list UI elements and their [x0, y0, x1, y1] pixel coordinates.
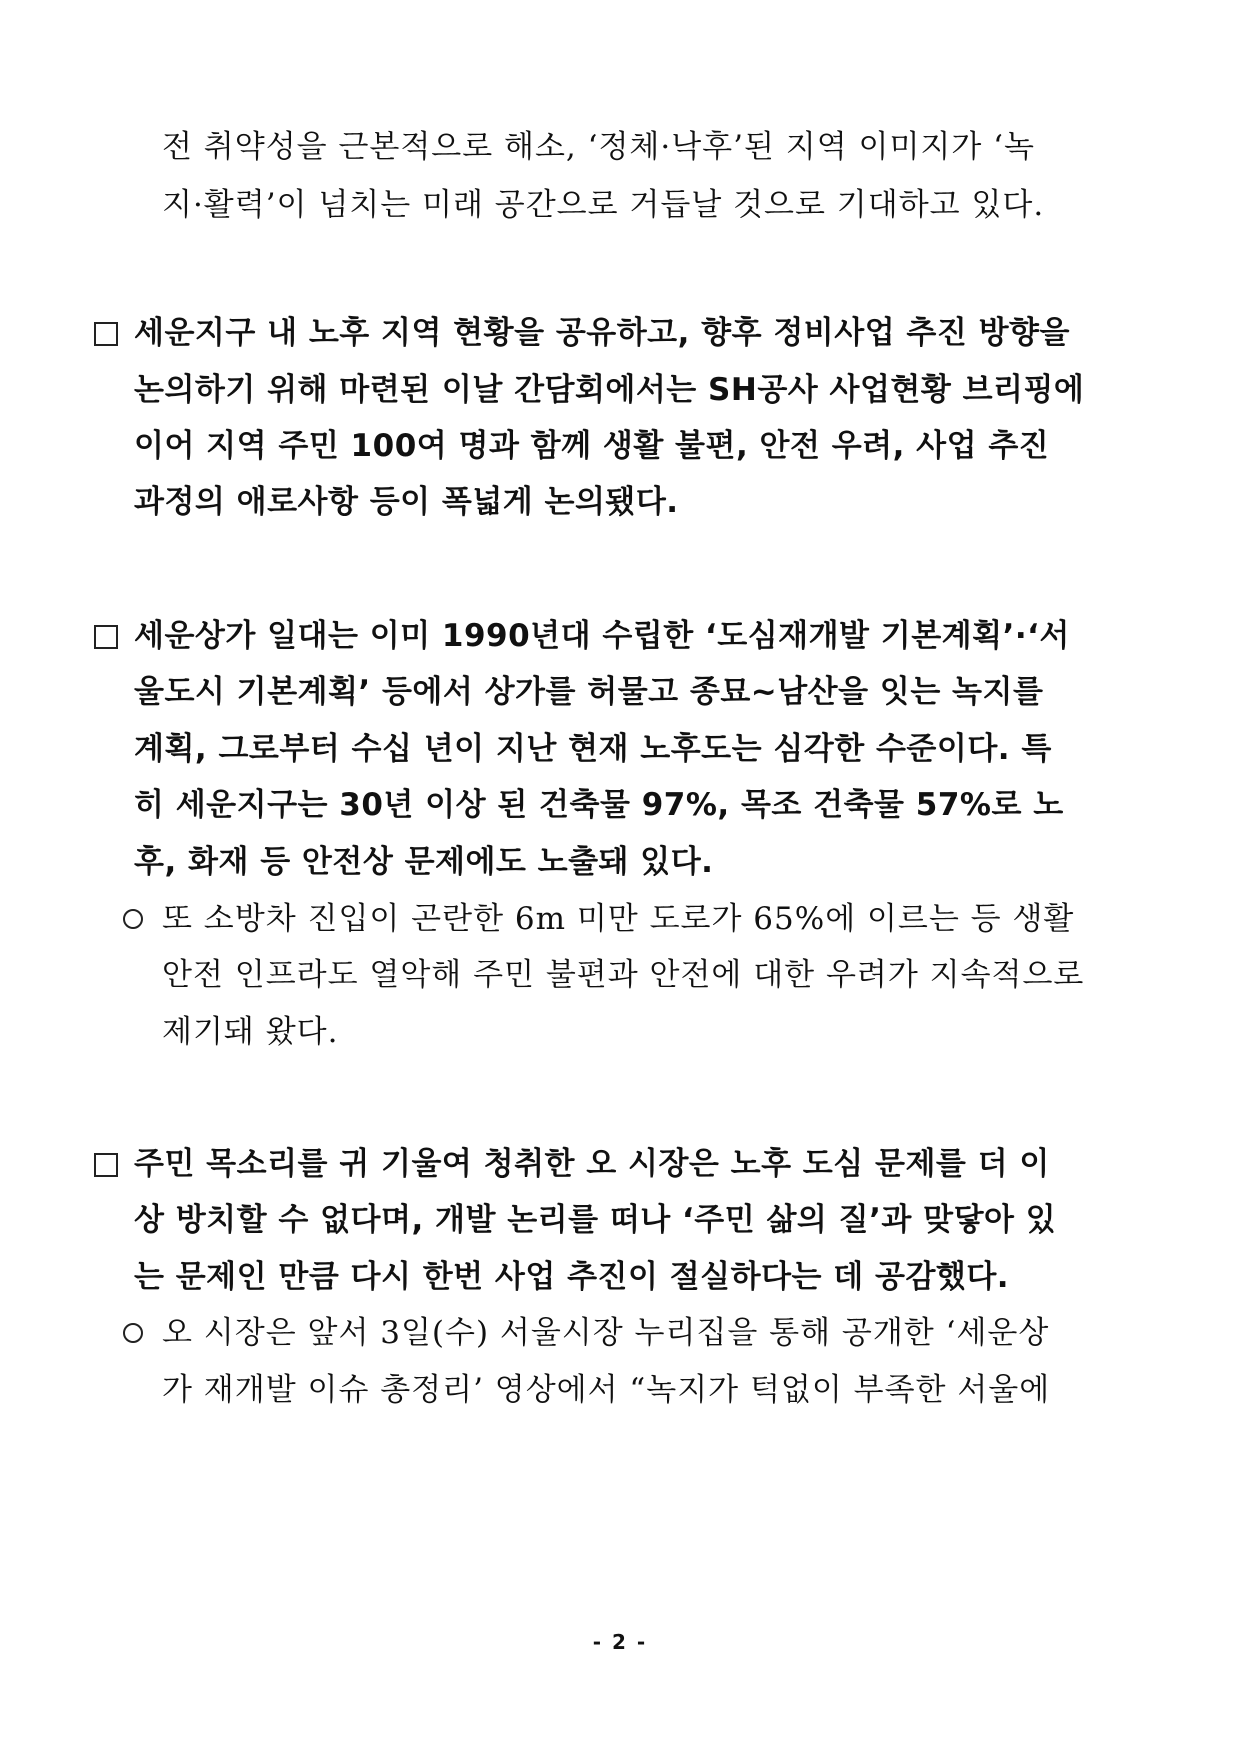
text-line: 이어 지역 주민 100여 명과 함께 생활 불편, 안전 우려, 사업 추진: [134, 428, 1050, 464]
text-line: 히 세운지구는 30년 이상 된 건축물 97%, 목조 건축물 57%로 노: [134, 787, 1064, 823]
text-line: 가 재개발 이슈 총정리’ 영상에서 “녹지가 턱없이 부족한 서울에: [162, 1372, 1051, 1408]
circle-bullet-icon: [123, 909, 143, 929]
text-line: 계획, 그로부터 수십 년이 지난 현재 노후도는 심각한 수준이다. 특: [134, 731, 1052, 767]
text-line: 지·활력’이 넘치는 미래 공간으로 거듭날 것으로 기대하고 있다.: [162, 187, 1045, 223]
square-bullet-icon: [94, 625, 118, 649]
text-line: 논의하기 위해 마련된 이날 간담회에서는 SH공사 사업현황 브리핑에: [134, 372, 1085, 408]
text-line: 제기돼 왔다.: [162, 1014, 339, 1050]
text-line: 상 방치할 수 없다며, 개발 논리를 떠나 ‘주민 삶의 질’과 맞닿아 있: [134, 1202, 1057, 1238]
square-bullet-icon: [94, 1153, 118, 1177]
page-number: - 2 -: [592, 1630, 648, 1654]
text-line: 안전 인프라도 열악해 주민 불편과 안전에 대한 우려가 지속적으로: [162, 957, 1085, 993]
text-line: 세운지구 내 노후 지역 현황을 공유하고, 향후 정비사업 추진 방향을: [134, 315, 1070, 351]
text-line: 후, 화재 등 안전상 문제에도 노출돼 있다.: [134, 844, 714, 880]
text-line: 는 문제인 만큼 다시 한번 사업 추진이 절실하다는 데 공감했다.: [134, 1259, 1010, 1295]
text-line: 또 소방차 진입이 곤란한 6m 미만 도로가 65%에 이르는 등 생활: [162, 901, 1075, 937]
text-line: 주민 목소리를 귀 기울여 청취한 오 시장은 노후 도심 문제를 더 이: [134, 1146, 1050, 1182]
text-line: 전 취약성을 근본적으로 해소, ‘정체·낙후’된 지역 이미지가 ‘녹: [162, 129, 1035, 165]
square-bullet-icon: [94, 322, 118, 346]
text-line: 세운상가 일대는 이미 1990년대 수립한 ‘도심재개발 기본계획’·‘서: [134, 618, 1070, 654]
text-line: 과정의 애로사항 등이 폭넓게 논의됐다.: [134, 484, 679, 520]
circle-bullet-icon: [123, 1323, 143, 1343]
text-line: 오 시장은 앞서 3일(수) 서울시장 누리집을 통해 공개한 ‘세운상: [162, 1315, 1050, 1351]
text-line: 울도시 기본계획’ 등에서 상가를 허물고 종묘~남산을 잇는 녹지를: [134, 674, 1044, 710]
